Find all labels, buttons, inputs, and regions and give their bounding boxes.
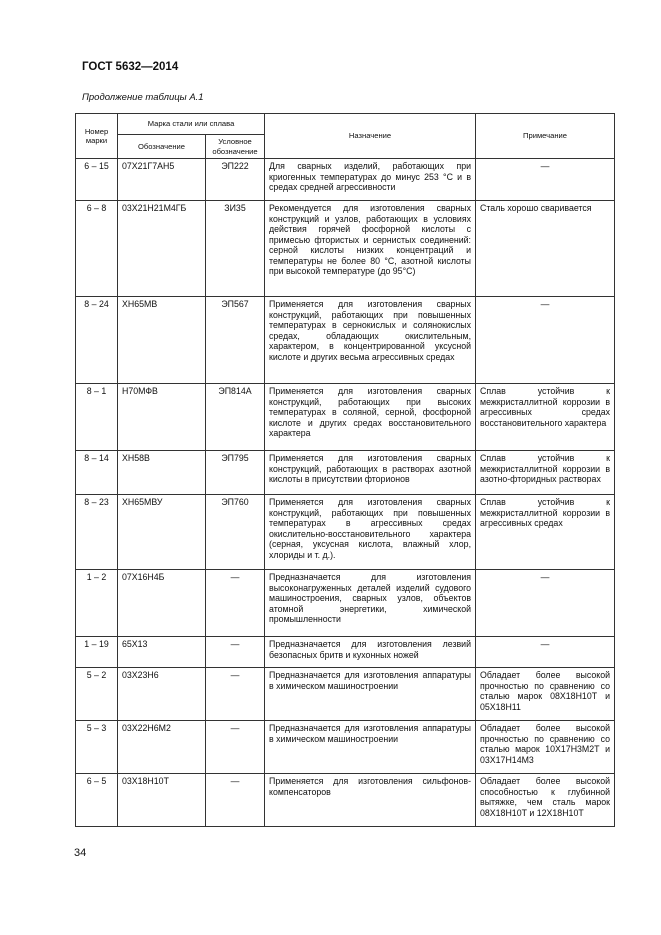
cell-note: — — [476, 159, 615, 201]
table-row — [76, 201, 615, 297]
cell-designation: 03Х21Н21М4ГБ — [118, 201, 206, 297]
cell-purpose: Предназначается для изготовления лезвий безопасных бритв и кухонных ножей — [265, 637, 476, 668]
cell-note: Сталь хорошо сваривается — [476, 201, 615, 297]
cell-conditional-designation: — — [206, 668, 265, 721]
cell-designation: ХН65МВУ — [118, 495, 206, 570]
cell-purpose: Применяется для изготовления сварных конструкций, работающих при повышенных температурах в сернокислых и солянокислых средах, обладающих окислительным, характером, в концентрированной уксусной кислоте и других весьма агрессивных средах — [265, 297, 476, 384]
cell-note: — — [476, 570, 615, 637]
cell-number: 6 – 15 — [76, 159, 118, 201]
page-number: 34 — [74, 847, 87, 859]
cell-conditional-designation: ЭП222 — [206, 159, 265, 201]
header-grade-group: Марка стали или сплава — [118, 114, 265, 135]
cell-designation: Н70МФВ — [118, 384, 206, 451]
cell-note: — — [476, 637, 615, 668]
table-row — [76, 637, 615, 668]
cell-conditional-designation: ЭП567 — [206, 297, 265, 384]
table-row — [76, 159, 615, 201]
header-conditional-designation: Условное обозначение — [206, 135, 265, 159]
cell-purpose: Применяется для изготовления сварных конструкций, работающих при повышенных температурах в агрессивных средах окислительно-восстановительного характера (серная, уксусная кислота, влажный хлор, хлориды и т. д.). — [265, 495, 476, 570]
cell-purpose: Предназначается для изготовления аппаратуры в химическом машиностроении — [265, 668, 476, 721]
header-note: Примечание — [476, 114, 615, 159]
cell-number: 5 – 2 — [76, 668, 118, 721]
cell-number: 8 – 24 — [76, 297, 118, 384]
cell-note: Сплав устойчив к межкристаллитной коррозии в агрессивных средах — [476, 495, 615, 570]
cell-designation: 03Х22Н6М2 — [118, 721, 206, 774]
cell-purpose: Предназначается для изготовления аппаратуры в химическом машиностроении — [265, 721, 476, 774]
table-body — [76, 159, 615, 827]
table-row — [76, 570, 615, 637]
cell-designation: 07Х21Г7АН5 — [118, 159, 206, 201]
cell-note: Сплав устойчив к межкристаллитной коррозии в азотно-фторидных растворах — [476, 451, 615, 495]
table-row — [76, 451, 615, 495]
header-number: Номер марки — [76, 114, 118, 159]
table-row — [76, 774, 615, 827]
cell-purpose: Применяется для изготовления сварных конструкций, работающих при высоких температурах в соляной, серной, фосфорной кислоте и других средах восстановительного характера — [265, 384, 476, 451]
cell-purpose: Для сварных изделий, работающих при криогенных температурах до минус 253 °С и в средах средней агрессивности — [265, 159, 476, 201]
cell-conditional-designation: ЗИ35 — [206, 201, 265, 297]
cell-designation: 07Х16Н4Б — [118, 570, 206, 637]
header-purpose: Назначение — [265, 114, 476, 159]
cell-number: 6 – 5 — [76, 774, 118, 827]
cell-conditional-designation: — — [206, 570, 265, 637]
cell-number: 8 – 1 — [76, 384, 118, 451]
cell-conditional-designation: — — [206, 774, 265, 827]
cell-number: 6 – 8 — [76, 201, 118, 297]
document-header: ГОСТ 5632—2014 — [82, 61, 179, 73]
cell-note: Обладает более высокой способностью к глубинной вытяжке, чем сталь марок 08Х18Н10Т и 12Х18Н10Т — [476, 774, 615, 827]
cell-purpose: Применяется для изготовления сварных конструкций, работающих в растворах азотной кислоты в присутствии фторионов — [265, 451, 476, 495]
cell-designation: 03Х23Н6 — [118, 668, 206, 721]
cell-number: 8 – 23 — [76, 495, 118, 570]
cell-conditional-designation: — — [206, 721, 265, 774]
cell-note: Сплав устойчив к межкристаллитной коррозии в агрессивных средах восстановительного характера — [476, 384, 615, 451]
header-designation: Обозначение — [118, 135, 206, 159]
cell-number: 1 – 2 — [76, 570, 118, 637]
cell-number: 8 – 14 — [76, 451, 118, 495]
cell-designation: 03Х18Н10Т — [118, 774, 206, 827]
cell-purpose: Применяется для изготовления сильфонов-компенсаторов — [265, 774, 476, 827]
table-row — [76, 297, 615, 384]
cell-note: Обладает более высокой прочностью по сравнению со сталью марок 10Х17Н3М2Т и 03Х17Н14М3 — [476, 721, 615, 774]
table-row — [76, 495, 615, 570]
table-row — [76, 384, 615, 451]
table-row — [76, 668, 615, 721]
cell-designation: ХН58В — [118, 451, 206, 495]
cell-note: — — [476, 297, 615, 384]
cell-conditional-designation: ЭП795 — [206, 451, 265, 495]
cell-purpose: Предназначается для изготовления высоконагруженных деталей изделий судового машиностроения, сварных узлов, объектов атомной энергетики, химической промышленности — [265, 570, 476, 637]
steel-grades-table — [75, 113, 615, 827]
cell-designation: 65Х13 — [118, 637, 206, 668]
cell-conditional-designation: — — [206, 637, 265, 668]
table-caption: Продолжение таблицы А.1 — [82, 92, 204, 103]
cell-note: Обладает более высокой прочностью по сравнению со сталью марок 08Х18Н10Т и 05Х18Н11 — [476, 668, 615, 721]
cell-conditional-designation: ЭП760 — [206, 495, 265, 570]
cell-number: 1 – 19 — [76, 637, 118, 668]
cell-number: 5 – 3 — [76, 721, 118, 774]
cell-conditional-designation: ЭП814А — [206, 384, 265, 451]
cell-purpose: Рекомендуется для изготовления сварных конструкций и узлов, работающих в условиях действия горячей фосфорной кислоты с примесью фтористых и сернистых соединений: серной кислоты низких концентраций и температуры не более 80 °С, азотной кислоты при высокой температуре (до 95°С) — [265, 201, 476, 297]
cell-designation: ХН65МВ — [118, 297, 206, 384]
table-row — [76, 721, 615, 774]
